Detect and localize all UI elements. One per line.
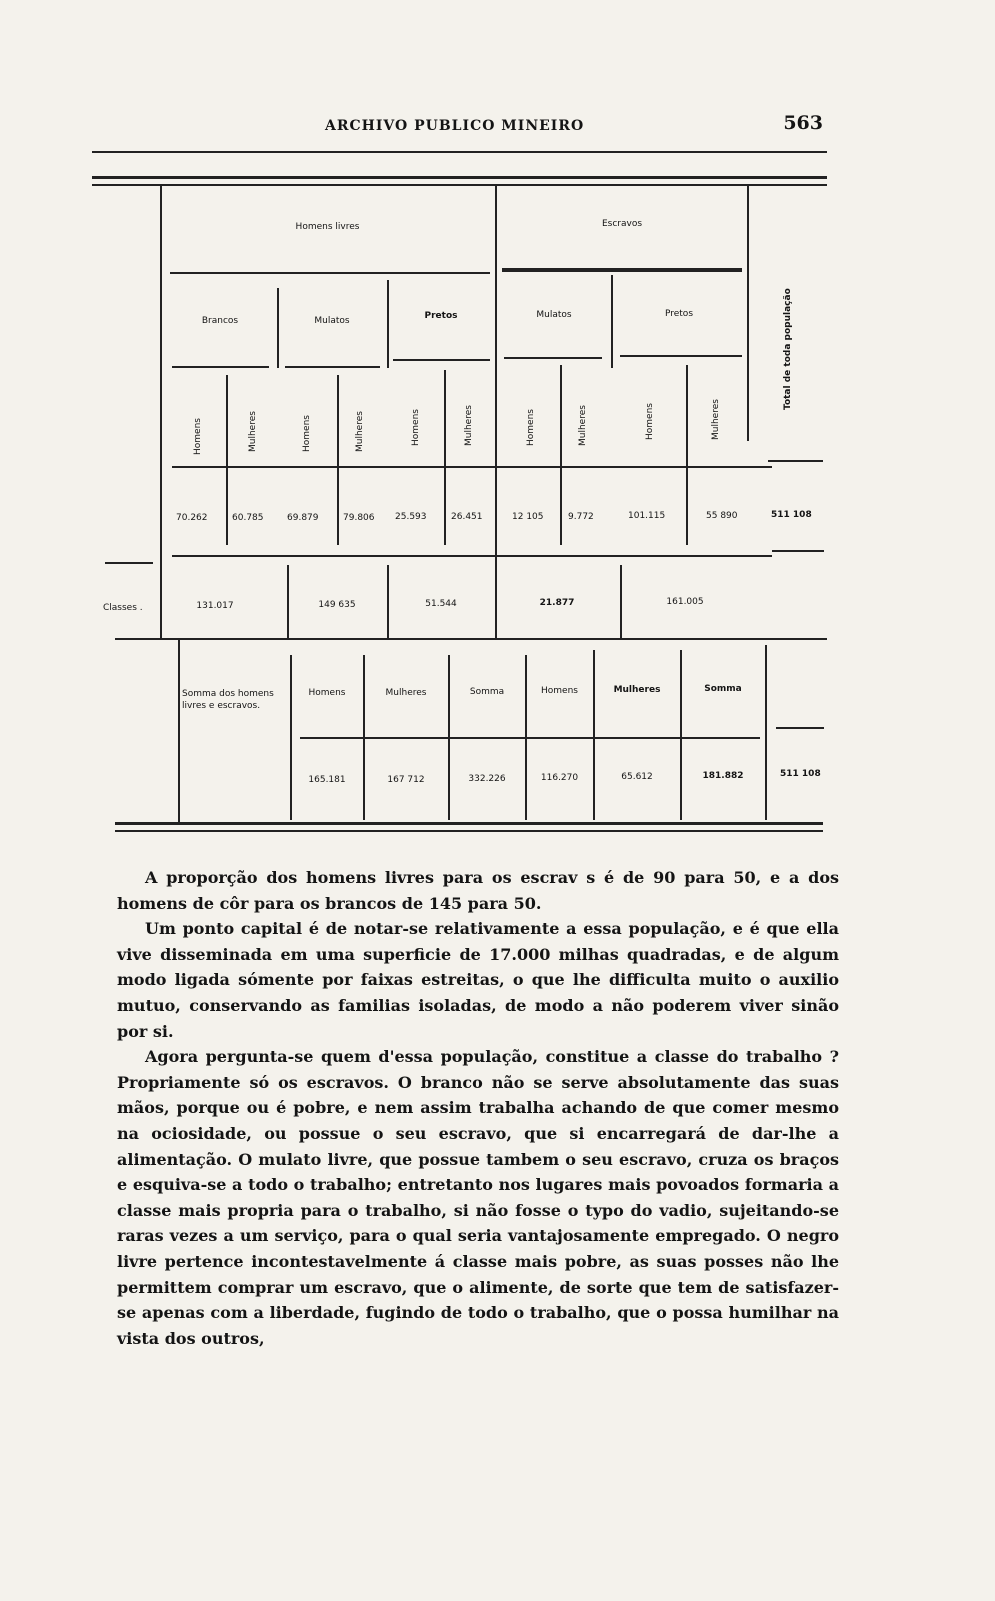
summary-left-border [178,640,180,822]
col-mulheres-1: Mulheres [248,411,258,452]
sub-divider-3 [611,275,613,368]
rule-sub-5 [620,355,742,357]
summary-header-homens-livres: Homens [308,688,346,698]
summary-value-mulheres-livres: 167 712 [387,775,425,785]
col-homens-3: Homens [411,409,421,446]
value-esc-mulatos-mulheres: 9.772 [568,512,594,522]
summary-header-mulheres-escravos: Mulheres [613,685,661,695]
rule-summary-total [776,727,824,729]
value-pretos-mulheres: 26.451 [451,512,483,522]
col-div-1 [226,375,228,545]
value-brancos-mulheres: 60.785 [232,513,264,523]
header-escravos: Escravos [601,219,643,229]
table-bottom-rule-2 [115,830,823,832]
table-top-rule-1 [92,176,827,179]
col-mulheres-5: Mulheres [711,399,721,440]
summary-value-somma-escravos: 181.882 [702,771,744,781]
rule-under-livres [170,272,490,274]
rule-sub-1 [172,366,269,368]
header-pretos-escravos: Pretos [664,309,694,319]
value-total: 511 108 [771,510,812,520]
col-homens-5: Homens [645,403,655,440]
sum-div-6 [680,650,682,820]
header-homens-livres: Homens livres [295,222,360,232]
col-div-3 [444,370,446,545]
sub-divider-2 [387,280,389,368]
summary-header-homens-escravos: Homens [541,686,578,696]
row-label-classes: Classes . [103,603,143,613]
summary-value-homens-escravos: 116.270 [540,773,579,783]
rule-total-bottom [772,550,824,552]
rule-values-top [172,466,772,468]
summary-value-mulheres-escravos: 65.612 [621,772,653,782]
page-number: 563 [783,112,823,134]
col-homens-2: Homens [302,415,312,452]
summary-value-homens-livres: 165.181 [308,775,346,785]
subtotal-brancos: 131.017 [196,601,234,611]
summary-header-somma-escravos: Somma [704,684,742,694]
col-mulheres-2: Mulheres [355,411,365,452]
table-top-rule-2 [92,184,827,186]
rule-sub-4 [504,357,602,359]
total-column-divider [747,186,749,441]
rule-summary-mid [300,737,760,739]
sum-div-1 [290,655,292,820]
summary-label: Somma dos homens livres e escravos. [182,689,274,711]
paragraph-3: Agora pergunta-se quem d'essa população, constitue a classe do trabalho ? Propriamente só os escravos. O branco não se serve absolutamente das suas mãos, porque ou é pobre, e nem assim trabalha achando de que comer mesmo na ociosidade, ou possue o seu escravo, que si encarregará de dar-lhe a alimentação. O mulato livre, que possue tambem o seu escravo, cruza os braços e esquiva-se a todo o trabalho; entretanto nos lugares mais povoados formaria a classe mais propria para o trabalho, si não fosse o typo do vadio, sujeitando-se raras vezes a um serviço, para o qual seria vantajosamente empregado. O negro livre pertence incontestavelmente á classe mais pobre, as suas posses não lhe permittem comprar um escravo, que o alimente, de sorte que tem de satisfazer-se apenas com a liberdade, fugindo de todo o trabalho, que o possa humilhar na vista dos outros, [117,1047,839,1348]
subtotal-mulatos: 149 635 [318,600,356,610]
running-title: ARCHIVO PUBLICO MINEIRO [325,118,585,134]
summary-header-mulheres-livres: Mulheres [385,688,427,698]
col-homens-1: Homens [193,418,203,455]
rule-sub-2 [285,366,380,368]
header-rule [92,151,827,153]
value-mulatos-homens: 69.879 [287,513,319,523]
summary-header-somma-livres: Somma [469,687,505,697]
subtotal-esc-pretos: 161.005 [666,597,704,607]
col-homens-4: Homens [526,409,536,446]
row-label-divider [160,186,162,638]
rule-sub-3 [393,359,490,361]
col-div-2 [337,375,339,545]
value-esc-pretos-mulheres: 55 890 [706,511,738,521]
header-mulatos-livres: Mulatos [314,316,350,326]
value-pretos-homens: 25.593 [395,512,427,522]
col-mulheres-3: Mulheres [464,405,474,446]
value-brancos-homens: 70.262 [176,513,208,523]
rule-total-top [768,460,823,462]
paragraph-2: Um ponto capital é de notar-se relativamente a essa população, e é que ella vive disseminada em uma superficie de 17.000 milhas quadradas, e de algum modo ligada sómente por faixas estreitas, o que lhe difficulta muito o auxilio mutuo, conservando as familias isoladas, de modo a não poderem viver sinão por si. [117,919,839,1041]
header-brancos: Brancos [201,316,239,326]
rule-summary-top [115,638,827,640]
body-text [117,865,839,1351]
value-esc-mulatos-homens: 12 105 [512,512,544,522]
sum-div-5 [593,650,595,820]
col-div-5 [686,365,688,545]
col-div-4 [560,365,562,545]
subtotal-pretos: 51.544 [425,599,457,609]
value-esc-pretos-homens: 101.115 [628,511,666,521]
table-bottom-rule-1 [115,822,823,825]
header-pretos-livres: Pretos [424,311,458,321]
page-header [95,112,825,142]
summary-value-somma-livres: 332.226 [468,774,506,784]
rule-values-bottom [172,555,772,557]
header-mulatos-escravos: Mulatos [536,310,572,320]
sub-divider-1 [277,288,279,368]
col-mulheres-4: Mulheres [578,405,588,446]
paragraph-1: A proporção dos homens livres para os escrav s é de 90 para 50, e a dos homens de côr para os brancos de 145 para 50. [117,868,839,913]
rule-under-escravos [502,268,742,272]
header-total: Total de toda população [783,288,793,410]
value-mulatos-mulheres: 79.806 [343,513,375,523]
livres-escravos-divider [495,186,497,638]
subtotal-esc-mulatos: 21.877 [539,598,575,608]
sum-div-7 [765,645,767,820]
summary-value-total: 511 108 [780,769,821,779]
rule-left-1 [105,562,153,564]
